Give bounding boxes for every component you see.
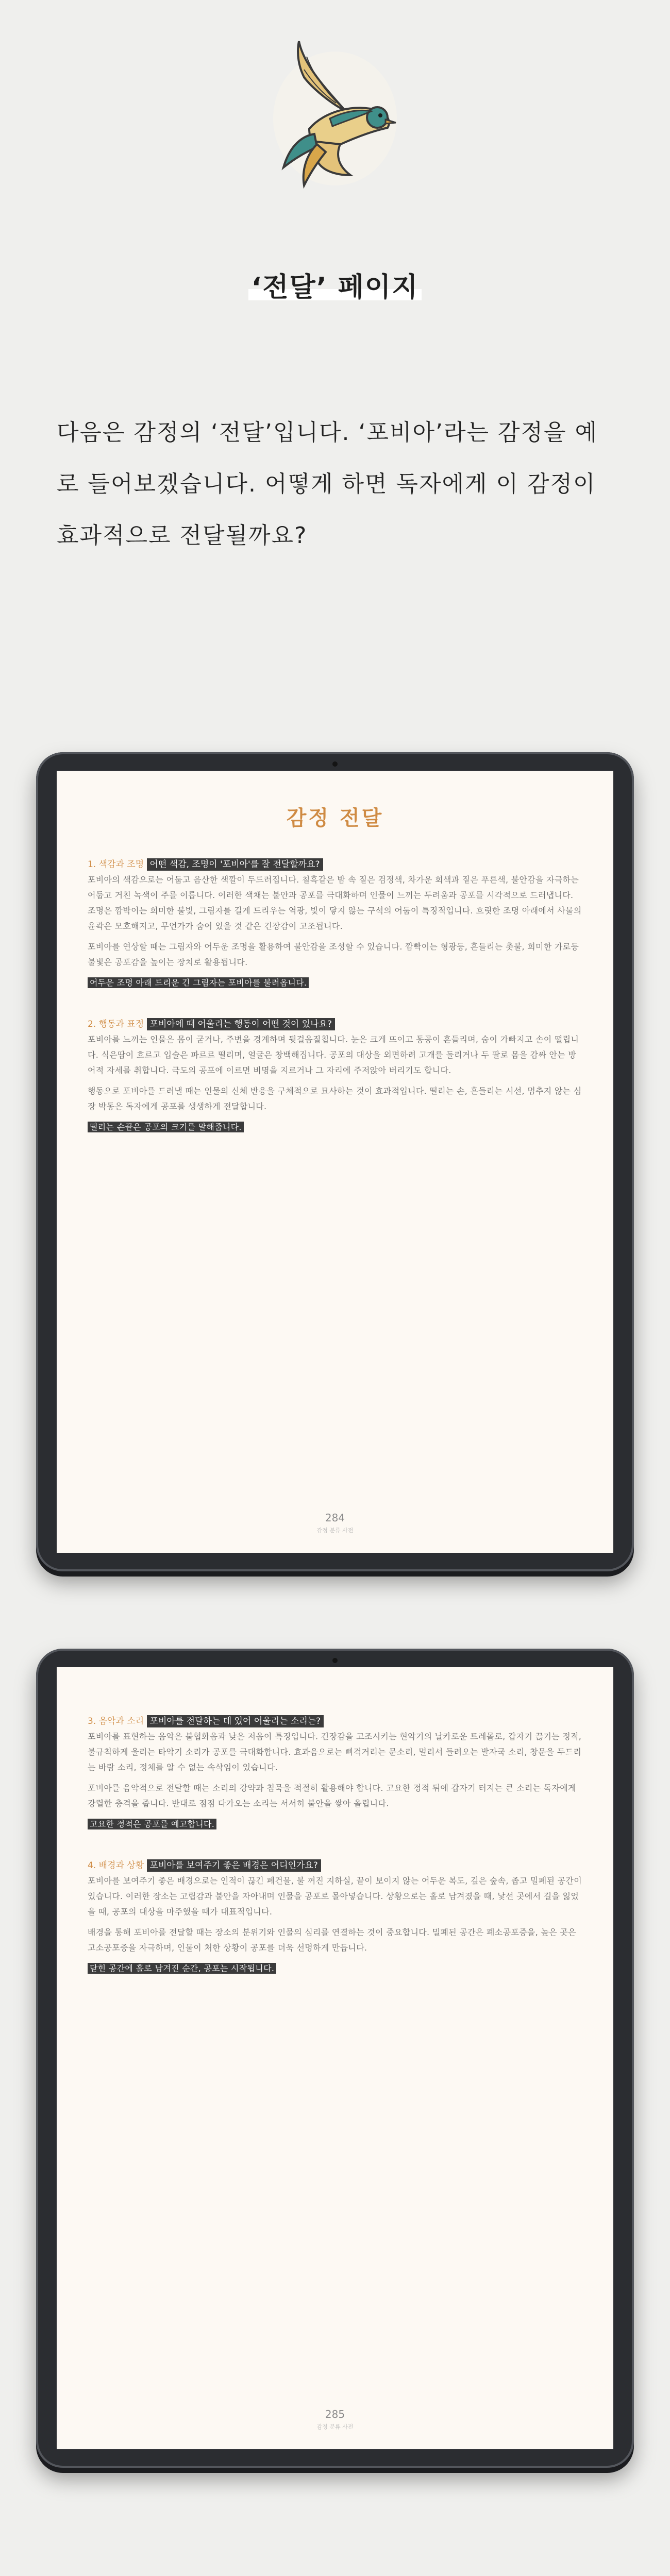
section-number: 2. 행동과 표정	[88, 1019, 144, 1029]
page-footer-title: 감정 분류 사전	[316, 2424, 354, 2430]
screen-title: 감정 전달	[286, 806, 384, 830]
page-number: 285	[325, 2408, 345, 2420]
section-number: 3. 음악과 소리	[88, 1716, 144, 1726]
tablet-screen	[57, 771, 613, 1553]
section-paragraph: 포비아의 색감으로는 어둡고 음산한 색깔이 두드러집니다. 칠흑같은 밤 속 짙은 검정색, 차가운 회색과 짙은 푸른색, 불안감을 자극하는 어둡고 거친 녹색이 주를 이룹니다. 이러한 색채는 불안과 공포를 극대화하며 인물이 느끼는 두려움과 공포를 시각적으로 드러냅니다. 조명은 깜박이는 희미한 불빛, 그림자를 길게 드리우는 역광, 빛이 닿지 않는 구석의 어둠이 특징적입니다. 흐릿한 조명 아래에서 사물의 윤곽은 모호해지고, 무언가가 숨어 있을 것 같은 긴장감이 고조됩니다.	[88, 875, 582, 931]
section-question: 포비아를 보여주기 좋은 배경은 어디인가요?	[147, 1859, 321, 1872]
section-highlight-line	[88, 1120, 582, 1135]
swallow-bird-icon	[268, 21, 402, 206]
section-highlight: 닫힌 공간에 홀로 남겨진 순간, 공포는 시작됩니다.	[88, 1963, 276, 1974]
section-question: 포비아에 때 어울리는 행동이 어떤 것이 있나요?	[147, 1018, 335, 1030]
section-music-sound	[88, 1714, 582, 1832]
page-footer	[57, 1512, 613, 1534]
section-color-lighting	[88, 857, 582, 991]
section-highlight: 고요한 정적은 공포를 예고합니다.	[88, 1819, 216, 1829]
tablet-mockup-2	[36, 1649, 634, 2468]
section-paragraph: 포비아를 보여주기 좋은 배경으로는 인적이 끊긴 폐건물, 불 꺼진 지하실, 끝이 보이지 않는 어두운 복도, 깊은 숲속, 좁고 밀폐된 공간이 있습니다. 이러한 장소는 고립감과 불안을 자아내며 인물을 공포로 몰아넣습니다. 상황으로는 홀로 남겨졌을 때, 낯선 곳에서 길을 잃었을 때, 공포의 대상을 마주했을 때가 대표적입니다.	[88, 1876, 582, 1917]
page-label-text: ‘전달’ 페이지	[248, 272, 422, 303]
page-footer	[57, 2408, 613, 2431]
section-question: 포비아를 전달하는 데 있어 어울리는 소리는?	[147, 1715, 324, 1727]
section-paragraph: 배경을 통해 포비아를 전달할 때는 장소의 분위기와 인물의 심리를 연결하는 것이 중요합니다. 밀폐된 공간은 폐소공포증을, 높은 곳은 고소공포증을 자극하며, 인물이 처한 상황이 공포를 더욱 선명하게 만듭니다.	[88, 1927, 576, 1953]
section-heading	[88, 1858, 582, 1873]
intro-paragraph: 다음은 감정의 ‘전달’입니다. ‘포비아’라는 감정을 예로 들어보겠습니다. 어떻게 하면 독자에게 이 감정이 효과적으로 전달될까요?	[57, 419, 598, 549]
camera-icon	[332, 761, 338, 767]
camera-icon	[332, 1658, 338, 1663]
section-highlight-line	[88, 1817, 582, 1832]
tablet-screen	[57, 1667, 613, 2449]
section-question: 어떤 색감, 조명이 '포비아'를 잘 전달할까요?	[147, 858, 323, 871]
section-paragraph: 포비아를 연상할 때는 그림자와 어두운 조명을 활용하여 불안감을 조성할 수 있습니다. 깜빡이는 형광등, 흔들리는 촛불, 희미한 가로등 불빛은 공포감을 높이는 장치로 활용됩니다.	[88, 942, 579, 967]
section-paragraph: 포비아를 느끼는 인물은 몸이 굳거나, 주변을 경계하며 뒷걸음질칩니다. 눈은 크게 뜨이고 동공이 흔들리며, 숨이 가빠지고 손이 떨립니다. 식은땀이 흐르고 입술은 파르르 떨리며, 얼굴은 창백해집니다. 공포의 대상을 외면하려 고개를 돌리거나 두 팔로 몸을 감싸 안는 방어적 자세를 취합니다. 극도의 공포에 이르면 비명을 지르거나 그 자리에 주저앉아 버리기도 합니다.	[88, 1035, 579, 1075]
outro-paragraph	[57, 2571, 613, 2576]
section-highlight: 어두운 조명 아래 드리운 긴 그림자는 포비아를 불러옵니다.	[88, 977, 309, 988]
section-highlight: 떨리는 손끝은 공포의 크기를 말해줍니다.	[88, 1122, 244, 1132]
section-heading	[88, 857, 582, 872]
page-label	[0, 265, 670, 304]
section-number: 1. 색감과 조명	[88, 859, 144, 870]
section-paragraph: 포비아를 표현하는 음악은 불협화음과 낮은 저음이 특징입니다. 긴장감을 고조시키는 현악기의 날카로운 트레몰로, 갑자기 끊기는 정적, 불규칙하게 울리는 타악기 소리가 공포를 극대화합니다. 효과음으로는 삐걱거리는 문소리, 멀리서 들려오는 발자국 소리, 창문을 두드리는 바람 소리, 정체를 알 수 없는 속삭임이 있습니다.	[88, 1732, 582, 1772]
section-background-situation	[88, 1858, 582, 1976]
section-paragraph: 행동으로 포비아를 드러낼 때는 인물의 신체 반응을 구체적으로 묘사하는 것이 효과적입니다. 떨리는 손, 흔들리는 시선, 멈추지 않는 심장 박동은 독자에게 공포를 생생하게 전달합니다.	[88, 1086, 582, 1111]
section-heading	[88, 1016, 582, 1032]
section-heading	[88, 1714, 582, 1729]
page-footer-title: 감정 분류 사전	[316, 1527, 354, 1534]
section-highlight-line	[88, 1961, 582, 1976]
tablet-mockup-1	[36, 752, 634, 1571]
section-action-expression	[88, 1016, 582, 1135]
section-highlight-line	[88, 975, 582, 991]
section-paragraph: 포비아를 음악적으로 전달할 때는 소리의 강약과 침묵을 적절히 활용해야 합니다. 고요한 정적 뒤에 갑자기 터지는 큰 소리는 독자에게 강렬한 충격을 줍니다. 반대로 점점 다가오는 소리는 서서히 불안을 쌓아 올립니다.	[88, 1783, 576, 1808]
section-number: 4. 배경과 상황	[88, 1860, 144, 1871]
page-number: 284	[325, 1512, 345, 1524]
